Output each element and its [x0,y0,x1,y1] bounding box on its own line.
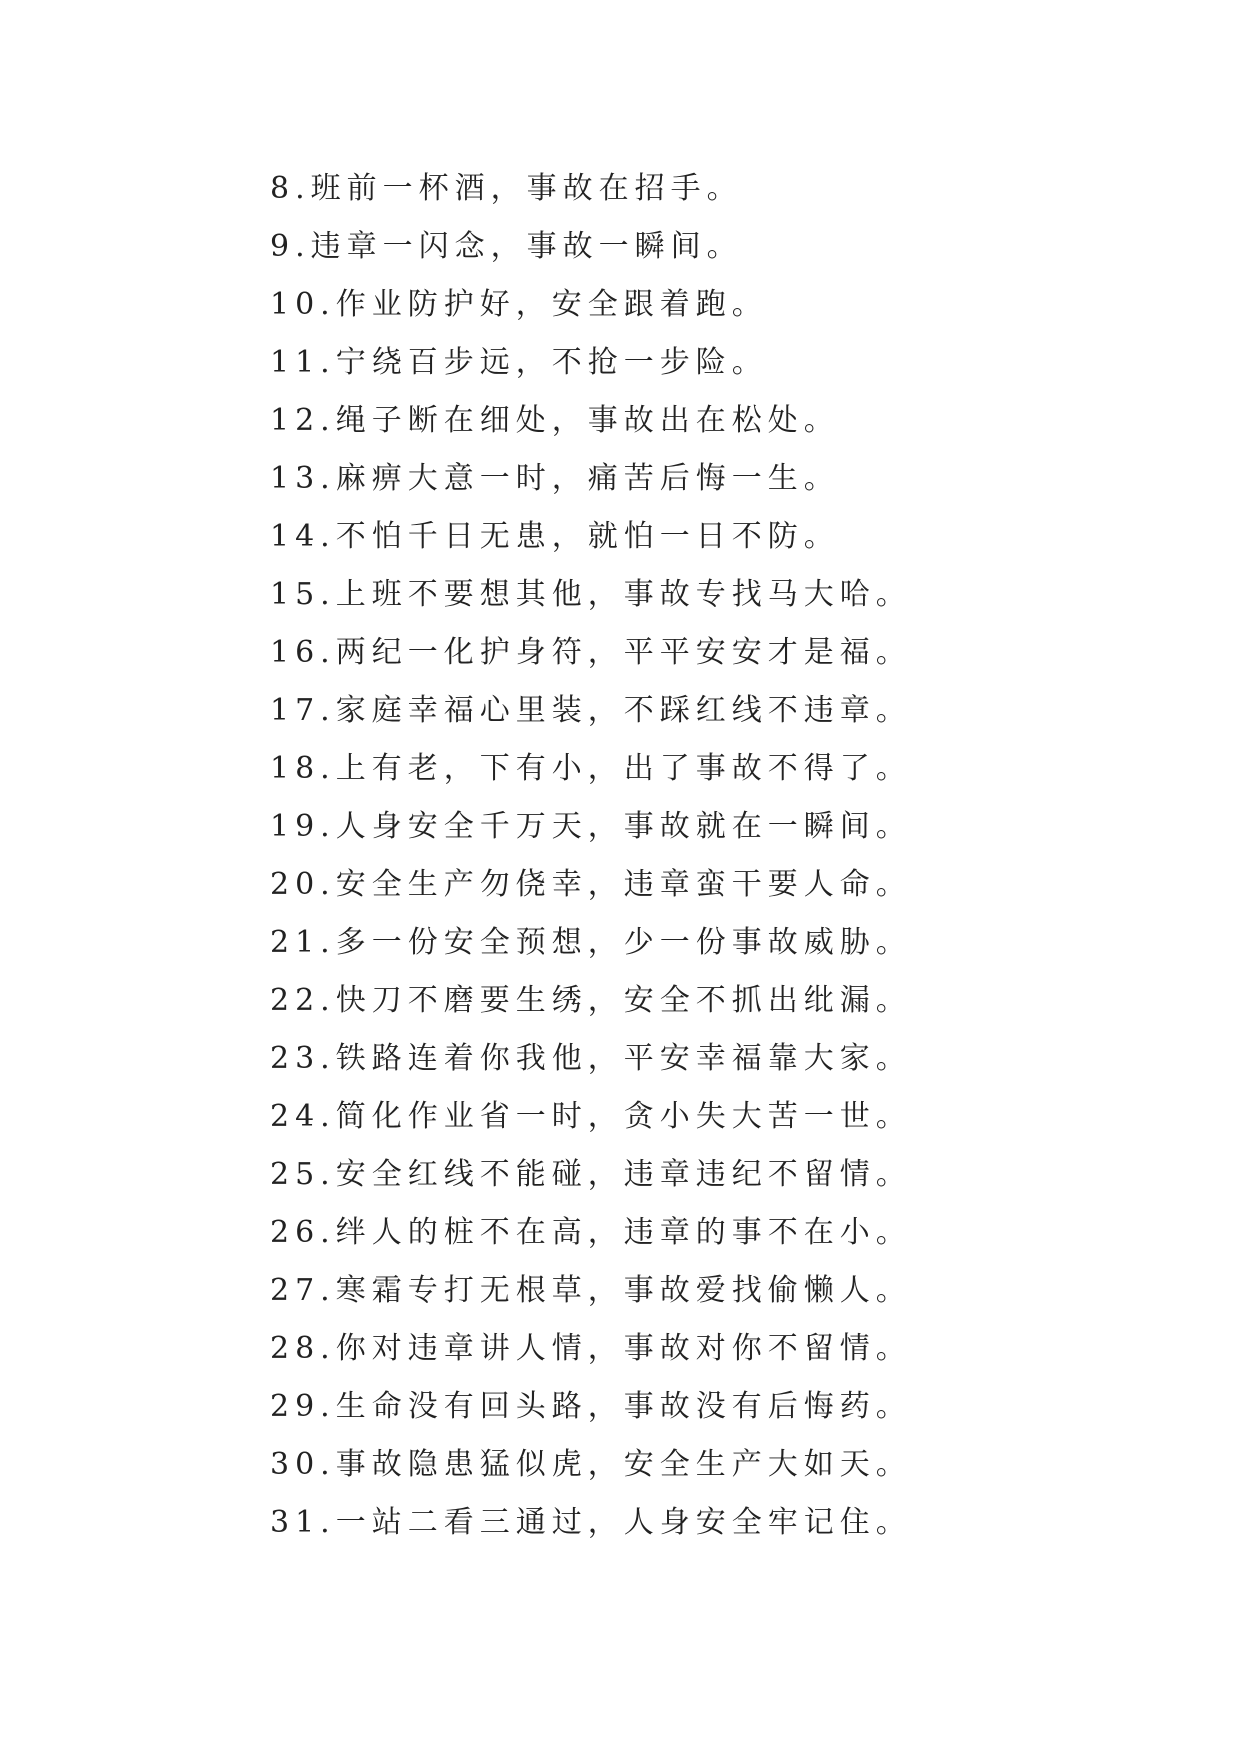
slogan-line: 10.作业防护好，安全跟着跑。 [270,287,768,322]
slogan-line: 31.一站二看三通过，人身安全牢记住。 [270,1505,912,1540]
slogan-line: 27.寒霜专打无根草，事故爱找偷懒人。 [270,1273,912,1308]
slogan-line: 16.两纪一化护身符，平平安安才是福。 [270,635,912,670]
slogan-line: 8.班前一杯酒，事故在招手。 [270,171,743,206]
slogan-line: 15.上班不要想其他，事故专找马大哈。 [270,577,912,612]
slogan-line: 9.违章一闪念，事故一瞬间。 [270,229,743,264]
slogan-line: 24.简化作业省一时，贪小失大苦一世。 [270,1099,912,1134]
slogan-line: 17.家庭幸福心里装，不踩红线不违章。 [270,693,912,728]
slogan-line: 30.事故隐患猛似虎，安全生产大如天。 [270,1447,912,1482]
slogan-line: 25.安全红线不能碰，违章违纪不留情。 [270,1157,912,1192]
slogan-line: 11.宁绕百步远，不抢一步险。 [270,345,768,380]
slogan-list [270,160,912,1552]
slogan-line: 14.不怕千日无患，就怕一日不防。 [270,519,840,554]
slogan-line: 26.绊人的桩不在高，违章的事不在小。 [270,1215,912,1250]
slogan-line: 23.铁路连着你我他，平安幸福靠大家。 [270,1041,912,1076]
slogan-line: 28.你对违章讲人情，事故对你不留情。 [270,1331,912,1366]
slogan-line: 21.多一份安全预想，少一份事故威胁。 [270,925,912,960]
slogan-line: 20.安全生产勿侥幸，违章蛮干要人命。 [270,867,912,902]
slogan-line: 29.生命没有回头路，事故没有后悔药。 [270,1389,912,1424]
slogan-line: 12.绳子断在细处，事故出在松处。 [270,403,840,438]
slogan-line: 22.快刀不磨要生绣，安全不抓出纰漏。 [270,983,912,1018]
slogan-line: 13.麻痹大意一时，痛苦后悔一生。 [270,461,840,496]
slogan-line: 19.人身安全千万天，事故就在一瞬间。 [270,809,912,844]
slogan-line: 18.上有老，下有小，出了事故不得了。 [270,751,912,786]
